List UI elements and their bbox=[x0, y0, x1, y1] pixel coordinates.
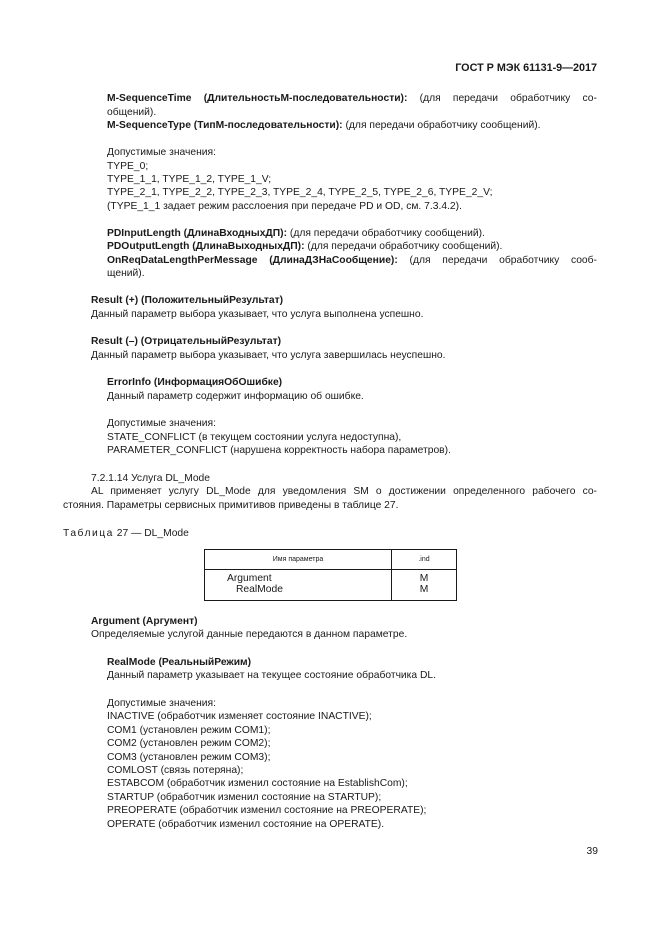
seqtime-cont: общений). bbox=[107, 107, 157, 118]
allowed-label: Допустимые значения: bbox=[107, 698, 216, 709]
value-line: ESTABCOM (обработчик изменил состояние на EstablishCom); bbox=[107, 778, 408, 789]
table-caption bbox=[63, 527, 189, 540]
section-heading: 7.2.1.14 Услуга DL_Mode bbox=[91, 473, 210, 484]
table-row bbox=[205, 570, 457, 601]
value-line: TYPE_0; bbox=[107, 161, 149, 172]
value-line: COMLOST (связь потеряна); bbox=[107, 765, 244, 776]
allowed-label: Допустимые значения: bbox=[107, 418, 216, 429]
result-positive-title: Result (+) (ПоложительныйРезультат) bbox=[91, 295, 284, 306]
table-caption-prefix: Таблица bbox=[63, 528, 114, 539]
value-line: COM2 (установлен режим COM2); bbox=[107, 738, 271, 749]
section-paragraph-line: стояния. Параметры сервисных примитивов приведены в таблице 27. bbox=[63, 500, 399, 511]
value-line: COM1 (установлен режим COM1); bbox=[107, 725, 271, 736]
document-id: ГОСТ Р МЭК 61131-9—2017 bbox=[455, 62, 597, 74]
argument-title: Argument (Аргумент) bbox=[91, 616, 198, 627]
seqtype-line bbox=[107, 119, 541, 132]
seqtype-desc: (для передачи обработчику сообщений). bbox=[345, 120, 541, 131]
column-header-ind: .ind bbox=[392, 550, 457, 570]
pdout-term: PDOutputLength (ДлинаВыходныхДП): bbox=[107, 241, 305, 252]
seqtime-term: M-SequenceTime (ДлительностьМ-последовательности): bbox=[107, 93, 408, 104]
table-header-row bbox=[205, 550, 457, 570]
value-line: (TYPE_1_1 задает режим расслоения при передаче PD и OD, см. 7.3.4.2). bbox=[107, 201, 462, 212]
onreq-desc: (для передачи обработчику сооб- bbox=[409, 255, 597, 266]
onreq-line bbox=[107, 254, 597, 267]
value-line: STATE_CONFLICT (в текущем состоянии услуга недоступна), bbox=[107, 432, 402, 443]
column-header-name: Имя параметра bbox=[205, 550, 392, 570]
realmode-text: Данный параметр указывает на текущее состояние обработчика DL. bbox=[107, 670, 437, 681]
onreq-cont: щений). bbox=[107, 268, 145, 279]
ind-value: M bbox=[419, 573, 429, 584]
value-line: OPERATE (обработчик изменил состояние на OPERATE). bbox=[107, 819, 385, 830]
pdin-line bbox=[107, 227, 485, 240]
pdin-desc: (для передачи обработчику сообщений). bbox=[289, 228, 485, 239]
value-line: TYPE_2_1, TYPE_2_2, TYPE_2_3, TYPE_2_4, TYPE_2_5, TYPE_2_6, TYPE_2_V; bbox=[107, 187, 493, 198]
pdout-desc: (для передачи обработчику сообщений). bbox=[307, 241, 503, 252]
seqtype-term: M-SequenceType (ТипМ-последовательности): bbox=[107, 120, 343, 131]
onreq-term: OnReqDataLengthPerMessage (ДлинаДЗНаСообщение): bbox=[107, 255, 398, 266]
errorinfo-title: ErrorInfo (ИнформацияОбОшибке) bbox=[107, 377, 283, 388]
value-line: PREOPERATE (обработчик изменил состояние на PREOPERATE); bbox=[107, 805, 427, 816]
seqtime-desc: (для передачи обработчику со- bbox=[419, 93, 597, 104]
parameter-name: RealMode bbox=[236, 584, 283, 595]
parameter-name: Argument bbox=[227, 573, 272, 584]
result-negative-title: Result (–) (ОтрицательныйРезультат) bbox=[91, 336, 282, 347]
pdin-term: PDInputLength (ДлинаВходныхДП): bbox=[107, 228, 288, 239]
value-line: INACTIVE (обработчик изменяет состояние INACTIVE); bbox=[107, 711, 372, 722]
page-number: 39 bbox=[586, 846, 598, 857]
value-line: COM3 (установлен режим COM3); bbox=[107, 752, 271, 763]
allowed-label: Допустимые значения: bbox=[107, 147, 216, 158]
section-paragraph-line: AL применяет услугу DL_Mode для уведомления SM о достижении определенного рабочего со- bbox=[91, 486, 597, 497]
pdout-line bbox=[107, 240, 502, 253]
parameter-names-cell bbox=[205, 570, 392, 601]
seqtime-line bbox=[107, 92, 597, 105]
realmode-title: RealMode (РеальныйРежим) bbox=[107, 657, 252, 668]
result-negative-text: Данный параметр выбора указывает, что услуга завершилась неуспешно. bbox=[91, 350, 446, 361]
value-line: STARTUP (обработчик изменил состояние на STARTUP); bbox=[107, 792, 382, 803]
value-line: TYPE_1_1, TYPE_1_2, TYPE_1_V; bbox=[107, 174, 272, 185]
result-positive-text: Данный параметр выбора указывает, что услуга выполнена успешно. bbox=[91, 309, 424, 320]
value-line: PARAMETER_CONFLICT (нарушена корректность набора параметров). bbox=[107, 445, 451, 456]
table-caption-text: 27 — DL_Mode bbox=[116, 528, 189, 539]
ind-values-cell bbox=[392, 570, 457, 601]
errorinfo-text: Данный параметр содержит информацию об ошибке. bbox=[107, 391, 364, 402]
dl-mode-table bbox=[204, 549, 457, 601]
ind-value: M bbox=[419, 584, 429, 595]
argument-text: Определяемые услугой данные передаются в данном параметре. bbox=[91, 629, 408, 640]
